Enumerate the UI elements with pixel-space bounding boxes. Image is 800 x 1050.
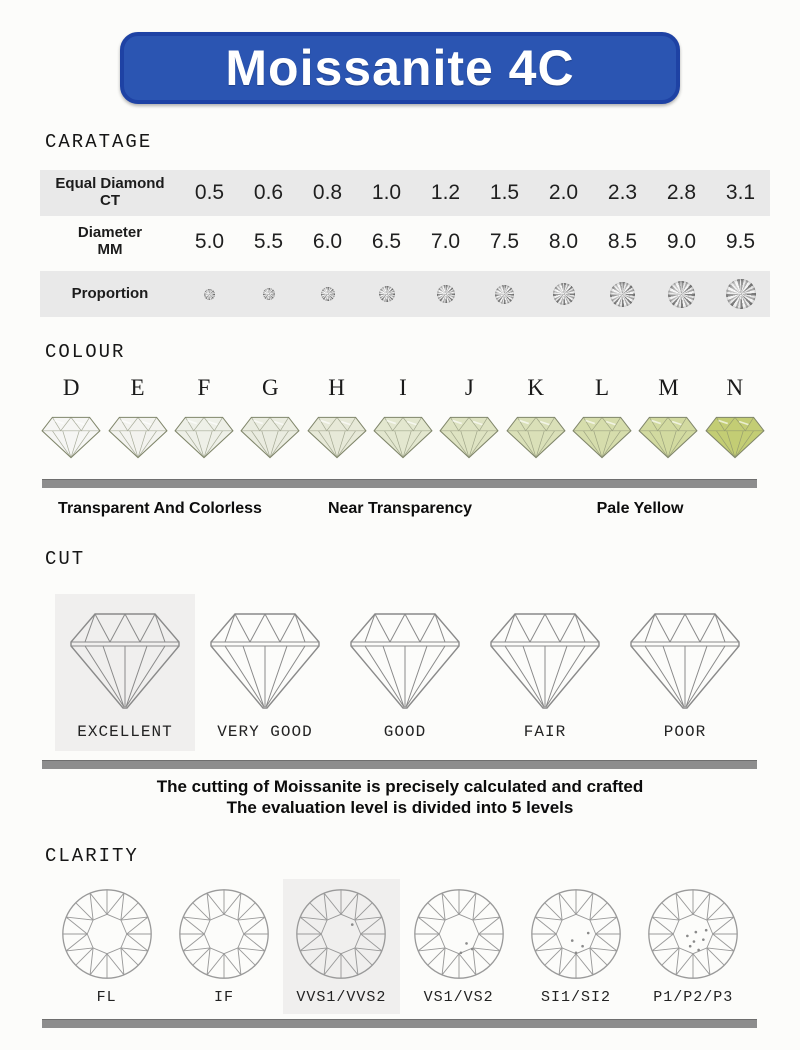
colour-grade-letters [38, 373, 768, 403]
colour-gem-diagram [505, 413, 567, 461]
proportion-stone-photo [379, 286, 395, 302]
clarity-grade [283, 879, 400, 1014]
colour-gem-diagram [704, 413, 766, 461]
colour-band-pale-yellow: Pale Yellow [596, 500, 684, 517]
carat-value: 0.5 [194, 181, 225, 204]
cut-level [195, 594, 335, 751]
row-label-diameter-line2: MM [97, 241, 123, 258]
colour-gem-diagram [372, 413, 434, 461]
colour-scale-bar [42, 479, 757, 488]
colour-gem-cell [104, 413, 170, 461]
proportion-cell [475, 285, 534, 304]
colour-band-labels [40, 500, 760, 518]
colour-gem-cell [436, 413, 502, 461]
cut-level-label: VERY GOOD [217, 723, 313, 741]
colour-gem-cell [702, 413, 768, 461]
clarity-grade [48, 879, 165, 1014]
proportion-cell [357, 286, 416, 302]
diameter-value: 6.0 [312, 230, 343, 253]
table-row-carat [40, 170, 770, 216]
carat-values [180, 181, 770, 205]
clarity-grade [517, 879, 634, 1014]
caratage-table [40, 170, 770, 317]
diameter-value: 5.0 [194, 230, 225, 253]
cut-gem-diagram [204, 608, 326, 712]
cut-gem-diagram [484, 608, 606, 712]
clarity-heading: CLARITY [45, 845, 139, 867]
carat-value: 1.0 [371, 181, 402, 204]
row-label-carat-line2: CT [100, 192, 120, 209]
cut-divider-bar [42, 760, 757, 769]
cut-level-label: GOOD [383, 723, 427, 741]
colour-grade-letter: G [261, 375, 279, 400]
bottom-divider-bar [42, 1019, 757, 1028]
colour-gem-diagram [173, 413, 235, 461]
proportion-stones [180, 279, 770, 309]
cut-level [475, 594, 615, 751]
colour-grade-letter: K [527, 375, 544, 400]
colour-gem-cell [171, 413, 237, 461]
colour-gem-diagram [107, 413, 169, 461]
colour-grade-letter: E [130, 375, 145, 400]
colour-grade-letter: D [62, 375, 80, 400]
table-row-diameter [40, 216, 770, 268]
diameter-value: 8.5 [607, 230, 638, 253]
proportion-stone-photo [726, 279, 756, 309]
diameter-value: 7.5 [489, 230, 520, 253]
clarity-gem-diagram [294, 887, 388, 981]
row-label-proportion-line1: Proportion [71, 284, 149, 302]
cut-level [55, 594, 195, 751]
proportion-cell [711, 279, 770, 309]
proportion-cell [652, 281, 711, 308]
cut-level [615, 594, 755, 751]
clarity-grade [165, 879, 282, 1014]
cut-caption-line1: The cutting of Moissanite is precisely calculated and crafted [156, 777, 644, 796]
colour-heading: COLOUR [45, 341, 126, 363]
clarity-grade [400, 879, 517, 1014]
cut-caption [0, 776, 800, 818]
cut-gem-diagram [64, 608, 186, 712]
colour-gem-cell [38, 413, 104, 461]
cut-caption-line2: The evaluation level is divided into 5 levels [226, 798, 574, 817]
cut-level [335, 594, 475, 751]
colour-grade-letter: N [726, 375, 744, 400]
diameter-value: 7.0 [430, 230, 461, 253]
proportion-stone-photo [610, 282, 635, 307]
colour-gem-cell [303, 413, 369, 461]
row-label-carat-line1: Equal Diamond [55, 175, 165, 193]
carat-value: 1.5 [489, 181, 520, 204]
cut-level-label: FAIR [523, 723, 567, 741]
colour-gem-diagram [40, 413, 102, 461]
colour-gem-cell [569, 413, 635, 461]
proportion-stone-photo [495, 285, 514, 304]
diameter-values [180, 230, 770, 254]
diameter-value: 9.0 [666, 230, 697, 253]
colour-grade-letter: M [658, 375, 679, 400]
caratage-heading: CARATAGE [45, 131, 153, 153]
clarity-grade-label: VS1/VS2 [423, 989, 494, 1006]
carat-value: 3.1 [725, 181, 756, 204]
carat-value: 2.3 [607, 181, 638, 204]
row-label-carat [40, 176, 180, 210]
clarity-gem-diagram [646, 887, 740, 981]
proportion-stone-photo [263, 288, 275, 300]
colour-gem-diagram [306, 413, 368, 461]
colour-grade-letter: J [464, 375, 474, 400]
proportion-stone-photo [204, 289, 215, 300]
colour-grade-letter: I [399, 375, 407, 400]
proportion-cell [239, 288, 298, 300]
diameter-value: 9.5 [725, 230, 756, 253]
carat-value: 1.2 [430, 181, 461, 204]
clarity-grade-label: SI1/SI2 [540, 989, 611, 1006]
cut-levels-row [55, 594, 755, 751]
clarity-gem-diagram [529, 887, 623, 981]
clarity-grade [635, 879, 752, 1014]
proportion-cell [534, 283, 593, 305]
clarity-grade-label: IF [213, 989, 234, 1006]
colour-grade-letter: L [595, 375, 610, 400]
table-row-proportion [40, 271, 770, 317]
colour-gem-diagram [637, 413, 699, 461]
banner-wrap [0, 0, 800, 104]
clarity-grade-label: FL [96, 989, 117, 1006]
cut-gem-diagram [344, 608, 466, 712]
proportion-stone-photo [668, 281, 695, 308]
clarity-grade-label: VVS1/VVS2 [296, 989, 387, 1006]
proportion-cell [180, 289, 239, 300]
proportion-stone-photo [437, 285, 455, 303]
cut-level-label: POOR [663, 723, 707, 741]
colour-gem-cell [370, 413, 436, 461]
carat-value: 0.6 [253, 181, 284, 204]
clarity-grades-row [48, 879, 752, 1014]
diameter-value: 5.5 [253, 230, 284, 253]
proportion-cell [593, 282, 652, 307]
colour-gem-cell [237, 413, 303, 461]
title-banner [120, 32, 680, 104]
proportion-cell [298, 287, 357, 301]
clarity-gem-diagram [60, 887, 154, 981]
colour-grade-gems [38, 413, 768, 461]
diameter-value: 6.5 [371, 230, 402, 253]
carat-value: 2.8 [666, 181, 697, 204]
cut-level-label: EXCELLENT [77, 723, 173, 741]
colour-gem-diagram [239, 413, 301, 461]
colour-gem-cell [635, 413, 701, 461]
proportion-stone-photo [321, 287, 335, 301]
row-label-proportion [40, 286, 180, 303]
colour-gem-cell [503, 413, 569, 461]
cut-gem-diagram [624, 608, 746, 712]
colour-gem-diagram [571, 413, 633, 461]
clarity-gem-diagram [412, 887, 506, 981]
clarity-grade-label: P1/P2/P3 [653, 989, 734, 1006]
diameter-value: 8.0 [548, 230, 579, 253]
page-title: Moissanite 4C [225, 40, 575, 96]
colour-grade-letter: F [197, 375, 211, 400]
carat-value: 0.8 [312, 181, 343, 204]
colour-band-near-transparency: Near Transparency [327, 500, 473, 517]
clarity-gem-diagram [177, 887, 271, 981]
colour-band-colorless: Transparent And Colorless [58, 500, 262, 517]
row-label-diameter [40, 225, 180, 259]
colour-grade-letter: H [328, 375, 345, 400]
row-label-diameter-line1: Diameter [77, 224, 143, 242]
cut-heading: CUT [45, 548, 86, 570]
proportion-stone-photo [553, 283, 575, 305]
colour-gem-diagram [438, 413, 500, 461]
proportion-cell [416, 285, 475, 303]
carat-value: 2.0 [548, 181, 579, 204]
